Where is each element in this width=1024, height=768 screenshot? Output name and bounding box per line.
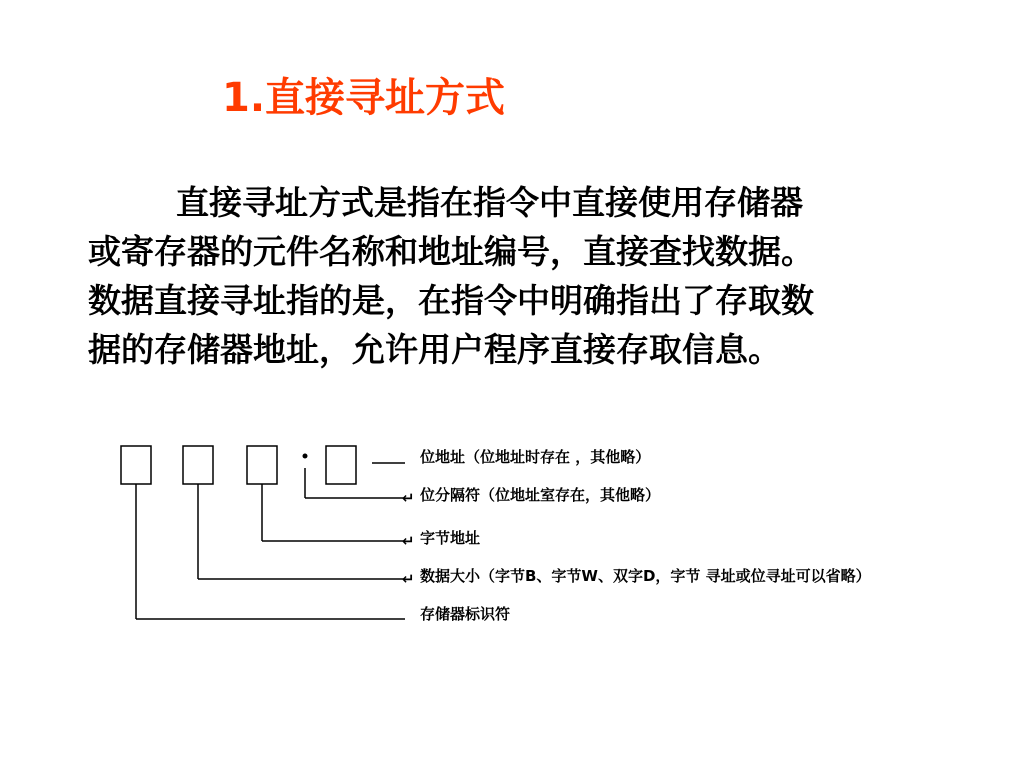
size-box (183, 446, 213, 484)
byte-box (247, 446, 277, 484)
label-bit-address: 位地址（位地址时存在 ，其他略） (420, 448, 651, 466)
return-mark: ↵ (402, 489, 415, 507)
paragraph-line: 直接寻址方式是指在指令中直接使用存储器 (176, 183, 803, 222)
label-data-size: 数据大小（字节B、字节W、双字D，字节 寻址或位寻址可以省略） (420, 567, 871, 585)
page-title: 1.直接寻址方式 (222, 75, 506, 121)
separator-dot (303, 454, 308, 459)
paragraph-line: 数据直接寻址指的是，在指令中明确指出了存取数 (88, 281, 814, 320)
paragraph-line: 据的存储器地址，允许用户程序直接存取信息。 (88, 330, 781, 369)
bit-box (326, 446, 356, 484)
area-box (121, 446, 151, 484)
paragraph-line: 或寄存器的元件名称和地址编号，直接查找数据。 (88, 232, 814, 271)
label-byte-address: 字节地址 (420, 529, 481, 547)
label-area-identifier: 存储器标识符 (420, 605, 511, 623)
label-bit-separator: 位分隔符（位地址室存在，其他略） (420, 486, 661, 504)
return-mark: ↵ (402, 570, 415, 588)
return-mark: ↵ (402, 532, 415, 550)
